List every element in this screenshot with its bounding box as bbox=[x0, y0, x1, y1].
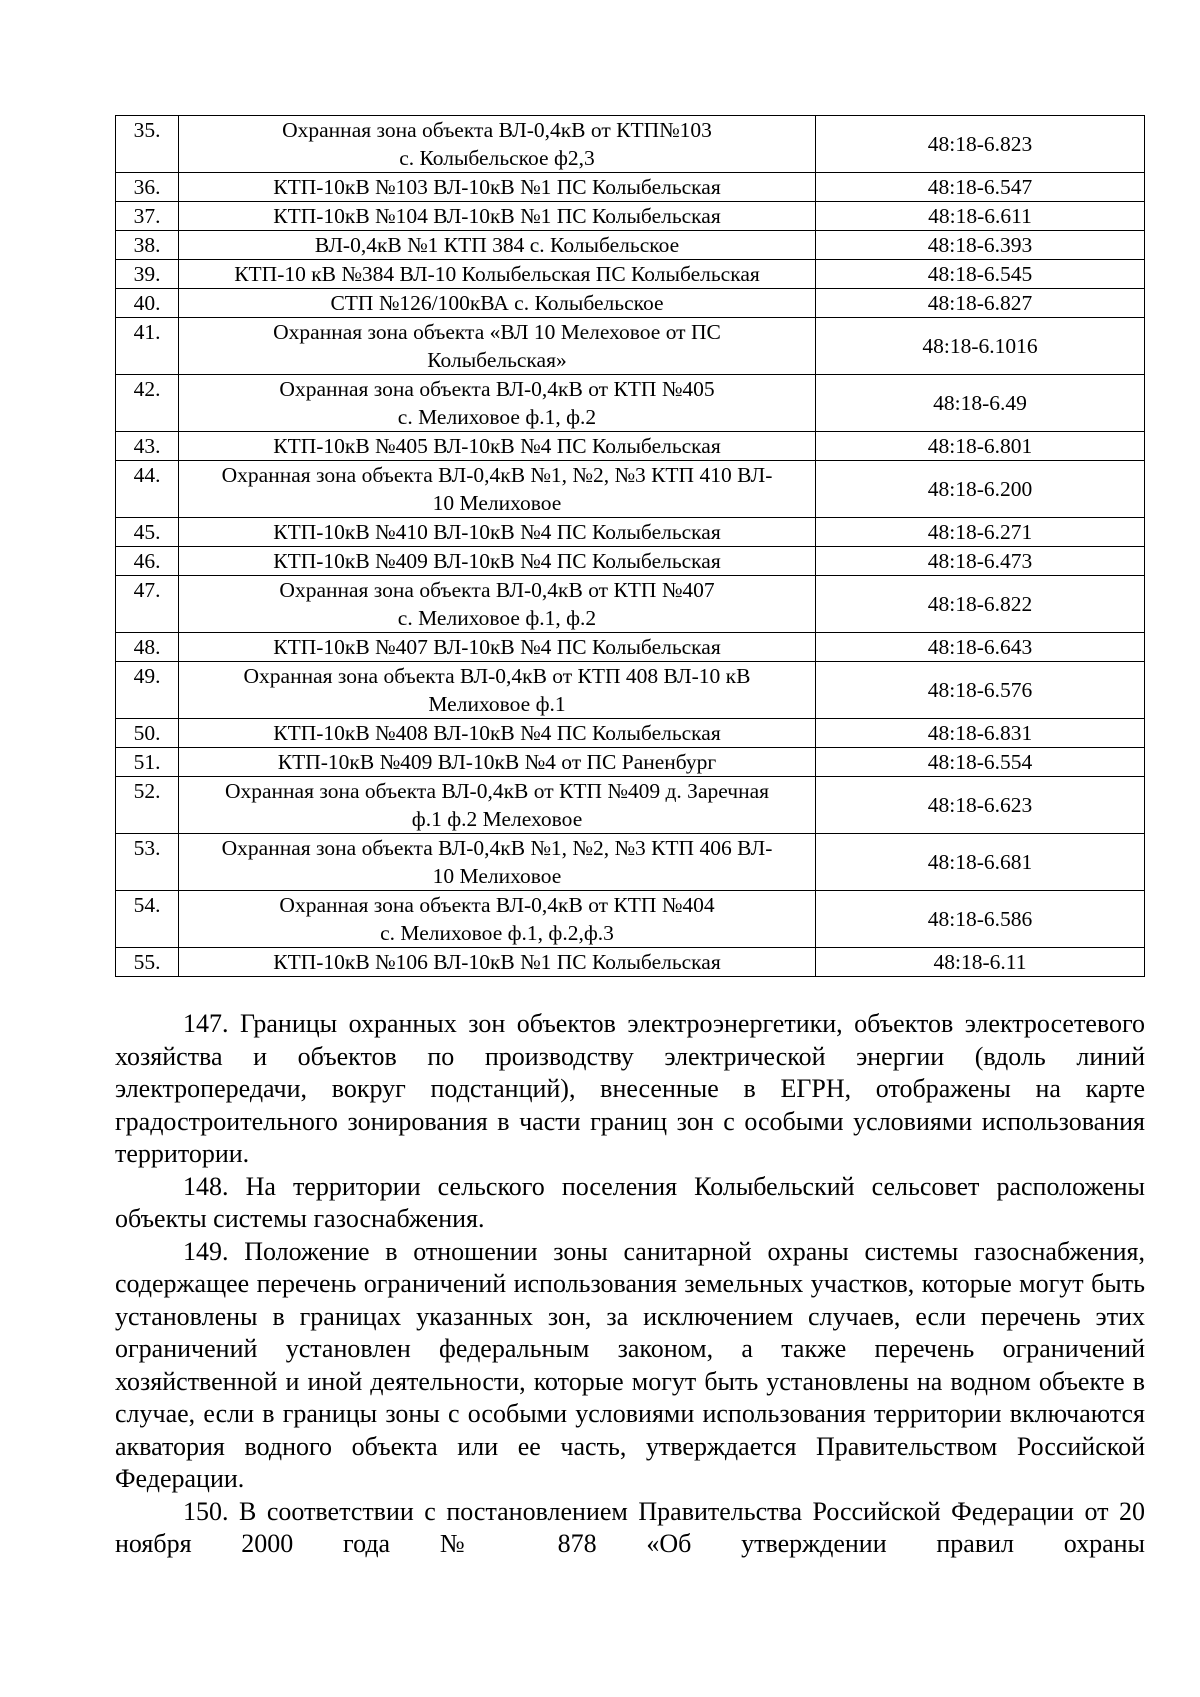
table-row bbox=[116, 231, 1145, 260]
row-number: 50. bbox=[116, 719, 179, 748]
row-number: 37. bbox=[116, 202, 179, 231]
cadastral-number: 48:18-6.827 bbox=[816, 289, 1145, 318]
object-name: Охранная зона объекта ВЛ-0,4кВ от КТП 408 ВЛ-10 кВ Мелиховое ф.1 bbox=[179, 662, 816, 719]
cadastral-number: 48:18-6.554 bbox=[816, 748, 1145, 777]
table-row bbox=[116, 891, 1145, 948]
object-name: КТП-10кВ №104 ВЛ-10кВ №1 ПС Колыбельская bbox=[179, 202, 816, 231]
object-name: КТП-10 кВ №384 ВЛ-10 Колыбельская ПС Колыбельская bbox=[179, 260, 816, 289]
row-number: 53. bbox=[116, 834, 179, 891]
cadastral-number: 48:18-6.823 bbox=[816, 116, 1145, 173]
row-number: 35. bbox=[116, 116, 179, 173]
table-row bbox=[116, 518, 1145, 547]
table-row bbox=[116, 834, 1145, 891]
cadastral-number: 48:18-6.11 bbox=[816, 948, 1145, 977]
row-number: 48. bbox=[116, 633, 179, 662]
object-name: Охранная зона объекта ВЛ-0,4кВ от КТП №404 с. Мелиховое ф.1, ф.2,ф.3 bbox=[179, 891, 816, 948]
row-number: 52. bbox=[116, 777, 179, 834]
cadastral-number: 48:18-6.822 bbox=[816, 576, 1145, 633]
cadastral-number: 48:18-6.200 bbox=[816, 461, 1145, 518]
cadastral-number: 48:18-6.393 bbox=[816, 231, 1145, 260]
object-name: КТП-10кВ №410 ВЛ-10кВ №4 ПС Колыбельская bbox=[179, 518, 816, 547]
document-body bbox=[115, 1008, 1145, 1561]
table-row bbox=[116, 633, 1145, 662]
row-number: 49. bbox=[116, 662, 179, 719]
row-number: 54. bbox=[116, 891, 179, 948]
object-name: ВЛ-0,4кВ №1 КТП 384 с. Колыбельское bbox=[179, 231, 816, 260]
cadastral-number: 48:18-6.586 bbox=[816, 891, 1145, 948]
table-row bbox=[116, 576, 1145, 633]
row-number: 38. bbox=[116, 231, 179, 260]
object-name: Охранная зона объекта ВЛ-0,4кВ №1, №2, №3 КТП 410 ВЛ- 10 Мелиховое bbox=[179, 461, 816, 518]
row-number: 41. bbox=[116, 318, 179, 375]
object-name: КТП-10кВ №405 ВЛ-10кВ №4 ПС Колыбельская bbox=[179, 432, 816, 461]
row-number: 44. bbox=[116, 461, 179, 518]
row-number: 43. bbox=[116, 432, 179, 461]
object-name: Охранная зона объекта «ВЛ 10 Мелеховое от ПС Колыбельская» bbox=[179, 318, 816, 375]
objects-table bbox=[115, 115, 1145, 977]
table-row bbox=[116, 662, 1145, 719]
row-number: 42. bbox=[116, 375, 179, 432]
cadastral-number: 48:18-6.49 bbox=[816, 375, 1145, 432]
paragraph-150: 150. В соответствии с постановлением Правительства Российской Федерации от 20 ноября 2000 года № 878 «Об утверждении правил охраны bbox=[115, 1496, 1145, 1558]
table-row bbox=[116, 777, 1145, 834]
cadastral-number: 48:18-6.643 bbox=[816, 633, 1145, 662]
cadastral-number: 48:18-6.1016 bbox=[816, 318, 1145, 375]
cadastral-number: 48:18-6.801 bbox=[816, 432, 1145, 461]
table-row bbox=[116, 116, 1145, 173]
object-name: Охранная зона объекта ВЛ-0,4кВ от КТП №405 с. Мелиховое ф.1, ф.2 bbox=[179, 375, 816, 432]
row-number: 39. bbox=[116, 260, 179, 289]
paragraph-148: 148. На территории сельского поселения Колыбельский сельсовет расположены объекты системы газоснабжения. bbox=[115, 1171, 1145, 1233]
object-name: Охранная зона объекта ВЛ-0,4кВ от КТП№103 с. Колыбельское ф2,3 bbox=[179, 116, 816, 173]
row-number: 51. bbox=[116, 748, 179, 777]
object-name: КТП-10кВ №106 ВЛ-10кВ №1 ПС Колыбельская bbox=[179, 948, 816, 977]
row-number: 45. bbox=[116, 518, 179, 547]
table-row bbox=[116, 748, 1145, 777]
paragraph-147: 147. Границы охранных зон объектов электроэнергетики, объектов электросетевого хозяйства и объектов по производству электрической энергии (вдоль линий электропередачи, вокруг подстанций), внесенные в ЕГРН, отображены на карте градостроительного зонирования в части границ зон с особыми условиями использования территории. bbox=[115, 1009, 1145, 1168]
cadastral-number: 48:18-6.681 bbox=[816, 834, 1145, 891]
cadastral-number: 48:18-6.547 bbox=[816, 173, 1145, 202]
table-row bbox=[116, 432, 1145, 461]
object-name: КТП-10кВ №103 ВЛ-10кВ №1 ПС Колыбельская bbox=[179, 173, 816, 202]
object-name: КТП-10кВ №409 ВЛ-10кВ №4 ПС Колыбельская bbox=[179, 547, 816, 576]
paragraph-149: 149. Положение в отношении зоны санитарной охраны системы газоснабжения, содержащее перечень ограничений использования земельных участков, которые могут быть установлены в границах указанных зон, за исключением случаев, если перечень этих ограничений установлен федеральным законом, а также перечень ограничений хозяйственной и иной деятельности, которые могут быть установлены на водном объекте в случае, если в границы зоны с особыми условиями использования территории включаются акватория водного объекта или ее часть, утверждается Правительством Российской Федерации. bbox=[115, 1236, 1145, 1493]
object-name: КТП-10кВ №407 ВЛ-10кВ №4 ПС Колыбельская bbox=[179, 633, 816, 662]
row-number: 46. bbox=[116, 547, 179, 576]
cadastral-number: 48:18-6.611 bbox=[816, 202, 1145, 231]
object-name: СТП №126/100кВА с. Колыбельское bbox=[179, 289, 816, 318]
cadastral-number: 48:18-6.473 bbox=[816, 547, 1145, 576]
row-number: 40. bbox=[116, 289, 179, 318]
row-number: 47. bbox=[116, 576, 179, 633]
cadastral-number: 48:18-6.576 bbox=[816, 662, 1145, 719]
table-row bbox=[116, 547, 1145, 576]
table-row bbox=[116, 289, 1145, 318]
table-row bbox=[116, 719, 1145, 748]
object-name: Охранная зона объекта ВЛ-0,4кВ №1, №2, №3 КТП 406 ВЛ- 10 Мелиховое bbox=[179, 834, 816, 891]
cadastral-number: 48:18-6.545 bbox=[816, 260, 1145, 289]
cadastral-number: 48:18-6.271 bbox=[816, 518, 1145, 547]
objects-table-body bbox=[116, 116, 1145, 977]
object-name: КТП-10кВ №409 ВЛ-10кВ №4 от ПС Раненбург bbox=[179, 748, 816, 777]
row-number: 36. bbox=[116, 173, 179, 202]
table-row bbox=[116, 202, 1145, 231]
object-name: Охранная зона объекта ВЛ-0,4кВ от КТП №407 с. Мелиховое ф.1, ф.2 bbox=[179, 576, 816, 633]
object-name: КТП-10кВ №408 ВЛ-10кВ №4 ПС Колыбельская bbox=[179, 719, 816, 748]
cadastral-number: 48:18-6.831 bbox=[816, 719, 1145, 748]
table-row bbox=[116, 318, 1145, 375]
table-row bbox=[116, 173, 1145, 202]
object-name: Охранная зона объекта ВЛ-0,4кВ от КТП №409 д. Заречная ф.1 ф.2 Мелеховое bbox=[179, 777, 816, 834]
cadastral-number: 48:18-6.623 bbox=[816, 777, 1145, 834]
table-row bbox=[116, 375, 1145, 432]
table-row bbox=[116, 461, 1145, 518]
table-row bbox=[116, 948, 1145, 977]
table-row bbox=[116, 260, 1145, 289]
row-number: 55. bbox=[116, 948, 179, 977]
